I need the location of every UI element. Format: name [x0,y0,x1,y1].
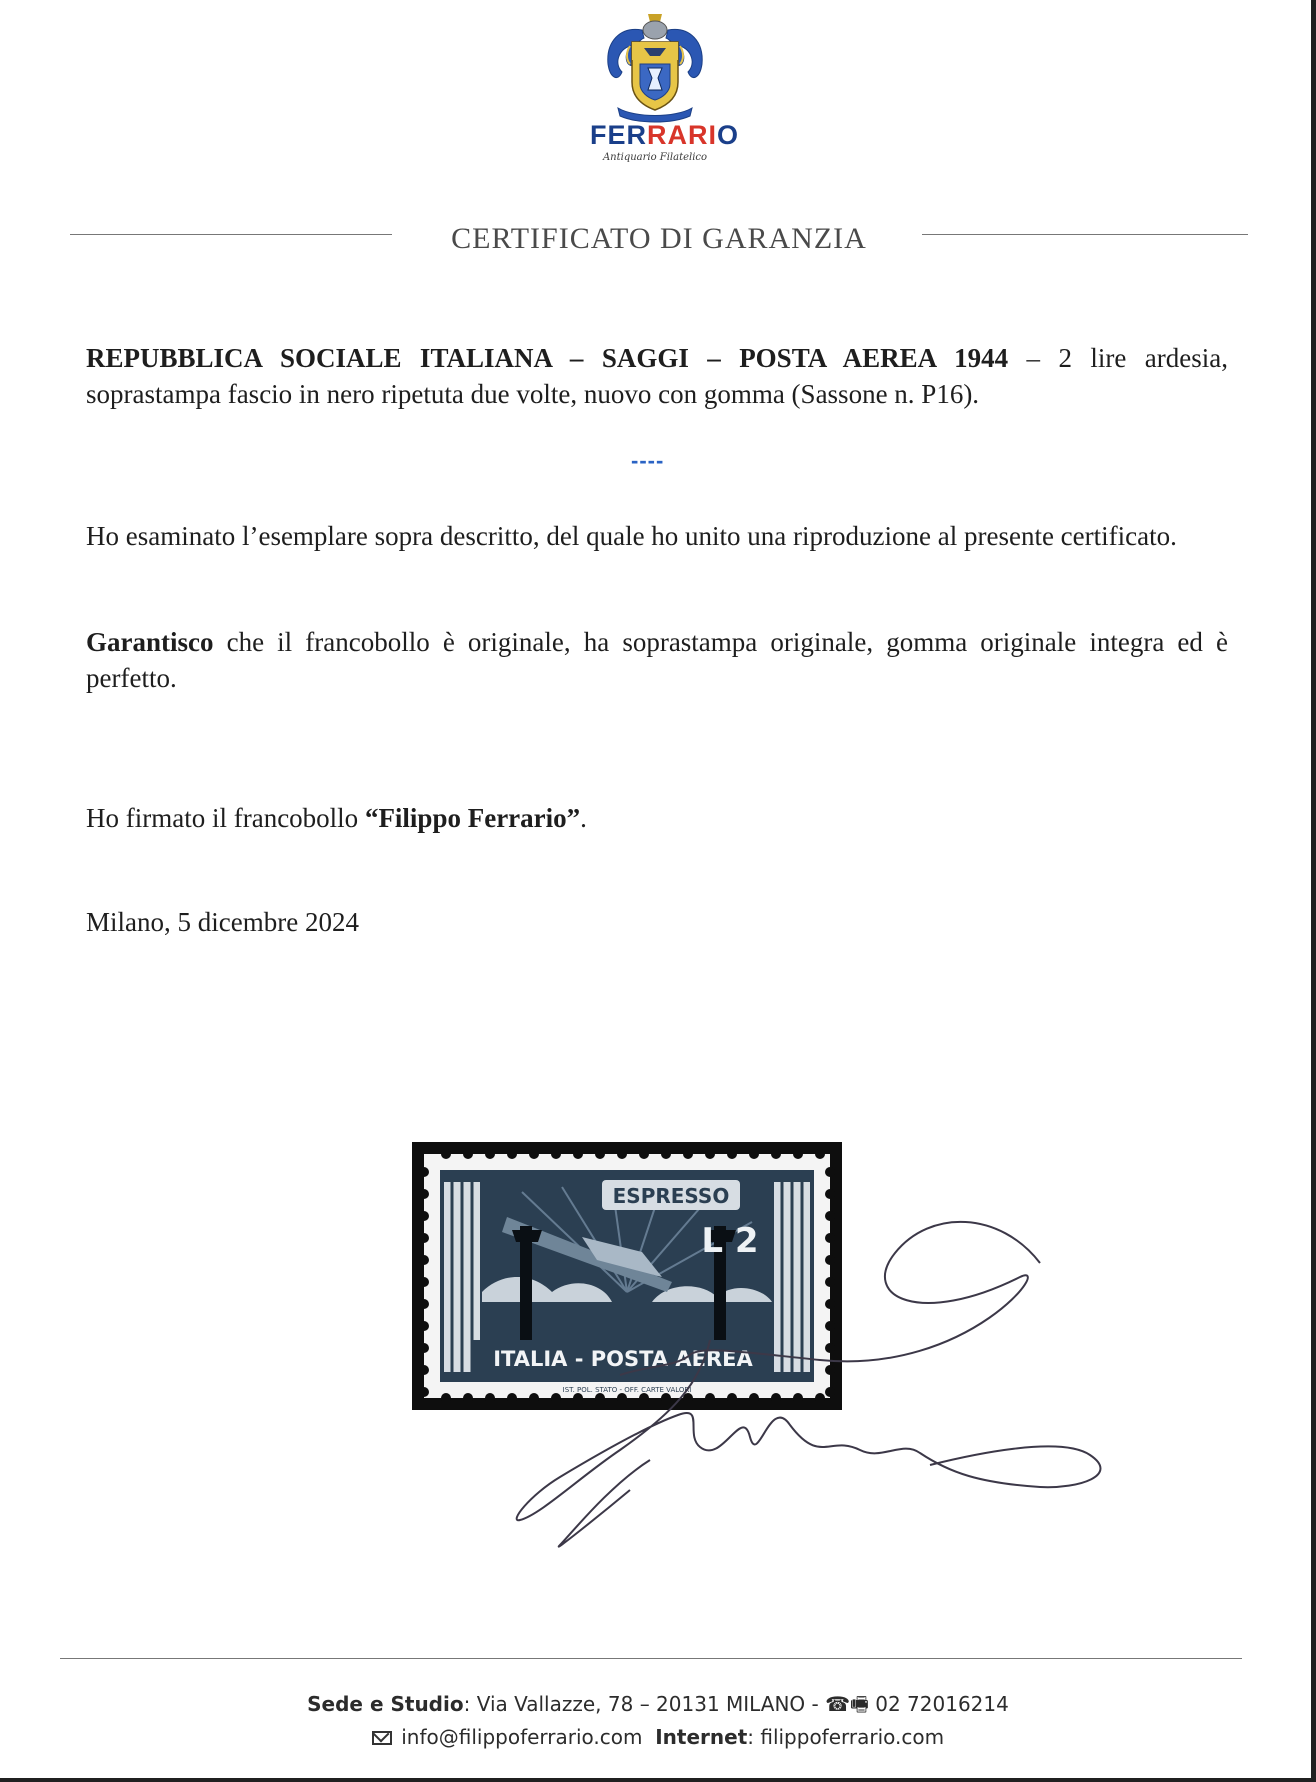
footer-address [0,1690,1316,1724]
footer-sede-label: Sede e Studio [307,1692,464,1716]
stamp-imprint: IST. POL. STATO - OFF. CARTE VALORI [562,1386,692,1394]
place-date: Milano, 5 dicembre 2024 [86,907,359,937]
signed-suffix: . [580,803,587,833]
guarantee-paragraph [86,624,1228,696]
stamp-description [86,340,1228,412]
signed-prefix: Ho firmato il francobollo [86,803,365,833]
stamp-value: L 2 [701,1221,759,1261]
signer-name: “Filippo Ferrario” [364,803,581,833]
mail-icon [372,1731,392,1745]
description-heading: REPUBBLICA SOCIALE ITALIANA – SAGGI – POSTA AEREA 1944 [86,343,1009,373]
scan-border-bottom [0,1778,1316,1782]
brand-logo [590,12,740,192]
footer-contacts [0,1725,1316,1749]
signed-statement [86,800,1228,836]
footer-divider [60,1658,1242,1659]
separator: ---- [631,448,665,473]
certificate-title: CERTIFICATO DI GARANZIA [451,222,867,255]
brand-name-part-c: O [717,120,740,150]
stamp-top-text: ESPRESSO [612,1184,730,1208]
title-divider-right [922,234,1248,235]
scan-border-right [1311,0,1316,1782]
brand-name-part-a: FER [590,120,647,150]
examination-paragraph: Ho esaminato l’esemplare sopra descritto, del quale ho unito una riproduzione al presente certificato. [86,521,1177,551]
coat-of-arms-icon [600,12,710,124]
footer-internet-label: Internet [655,1725,748,1749]
title-row [70,222,1248,262]
guarantee-text: che il francobollo è originale, ha soprastampa originale, gomma originale integra ed è perfetto. [86,627,1228,693]
description-text: – 2 lire ardesia, soprastampa fascio in nero ripetuta due volte, nuovo con gomma (Sassone n. P16). [86,343,1228,409]
handwritten-signature [500,1215,1130,1555]
brand-name-part-b: RARI [647,120,717,150]
footer-email[interactable]: info@filippoferrario.com [401,1725,643,1749]
brand-name [590,120,740,151]
brand-tagline: Antiquario Filatelico [602,152,708,163]
footer-website[interactable]: : filippoferrario.com [747,1725,945,1749]
guarantee-keyword: Garantisco [86,627,214,657]
footer-address-text: : Via Vallazze, 78 – 20131 MILANO - ☎🖷 02 72016214 [463,1692,1009,1716]
stamp-bottom-text: ITALIA - POSTA AEREA [493,1347,753,1371]
